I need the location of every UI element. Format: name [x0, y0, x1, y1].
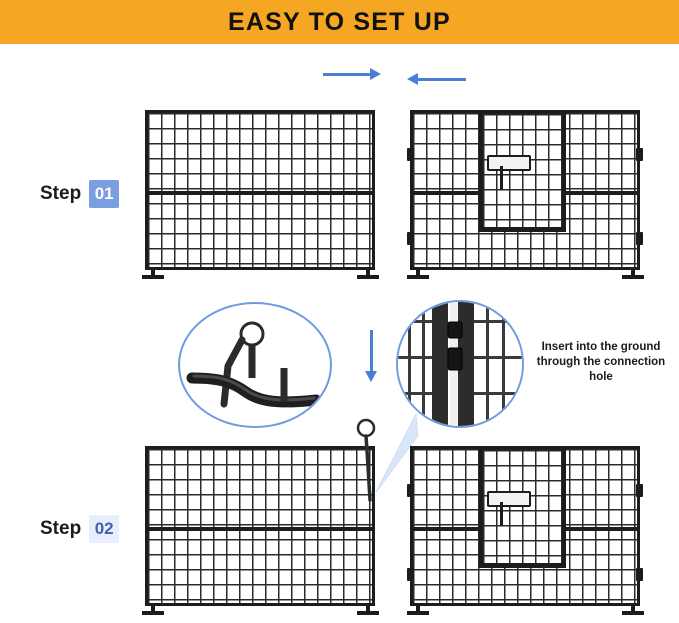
hinge-upper [407, 148, 414, 161]
hinge-right-upper-step2 [636, 484, 643, 497]
connection-hole-illustration [398, 302, 522, 426]
hinge-right-upper [636, 148, 643, 161]
step-02-number: 02 [89, 515, 119, 543]
hinge-right-lower [636, 232, 643, 245]
step-01-label [40, 180, 119, 208]
step-01-word: Step [40, 183, 82, 204]
header-banner [0, 0, 679, 44]
step-02-word: Step [40, 518, 82, 539]
hinge-lower-step2 [407, 568, 414, 581]
stake-illustration [180, 304, 330, 426]
connection-hole-note: Insert into the ground through the connection hole [536, 341, 666, 383]
step-02-label [40, 515, 119, 543]
hinge-right-lower-step2 [636, 568, 643, 581]
installed-stake-icon [352, 416, 384, 506]
page-title: EASY TO SET UP [228, 7, 451, 36]
gate-latch [487, 155, 531, 171]
gate-latch-step2 [487, 491, 531, 507]
ground-stake-closeup [178, 302, 332, 428]
step-01-number: 01 [89, 180, 119, 208]
hinge-lower [407, 232, 414, 245]
connection-hole-closeup [396, 300, 524, 428]
hinge-upper-step2 [407, 484, 414, 497]
